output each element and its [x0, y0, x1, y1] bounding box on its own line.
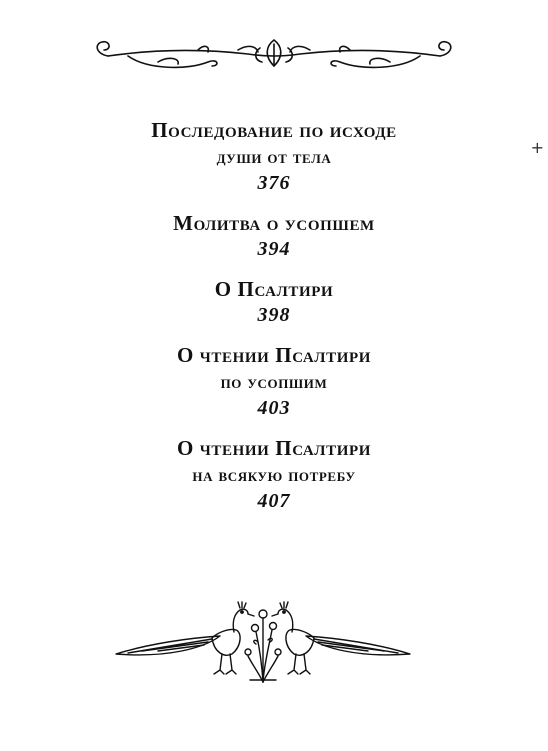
table-of-contents: [0, 116, 548, 513]
toc-entry-title-line: души от тела: [216, 147, 332, 168]
toc-entry[interactable]: [0, 209, 548, 261]
toc-entry-title-line: на всякую потребу: [192, 465, 356, 486]
vine-ornament-icon: [88, 36, 460, 76]
toc-entry-page-number: 376: [257, 172, 291, 194]
toc-entry-title-line: О чтении Псалтири: [177, 436, 371, 460]
toc-entry[interactable]: [0, 341, 548, 420]
toc-entry[interactable]: [0, 275, 548, 327]
margin-plus-mark: +: [530, 138, 544, 157]
toc-entry[interactable]: [0, 116, 548, 195]
toc-entry-title-line: О Псалтири: [214, 277, 334, 301]
peacocks-ornament-icon: [108, 596, 418, 688]
toc-entry-page-number: 398: [257, 304, 291, 326]
toc-entry-title-line: по усопшим: [220, 372, 328, 393]
toc-entry-title-line: Последование по исходе: [151, 118, 397, 142]
toc-entry-title-line: О чтении Псалтири: [177, 343, 371, 367]
toc-entry-title-line: Молитва о усопшем: [173, 211, 375, 235]
toc-entry[interactable]: [0, 434, 548, 513]
toc-entry-page-number: 394: [257, 238, 291, 260]
toc-entry-page-number: 403: [257, 397, 291, 419]
toc-entry-page-number: 407: [257, 490, 291, 512]
